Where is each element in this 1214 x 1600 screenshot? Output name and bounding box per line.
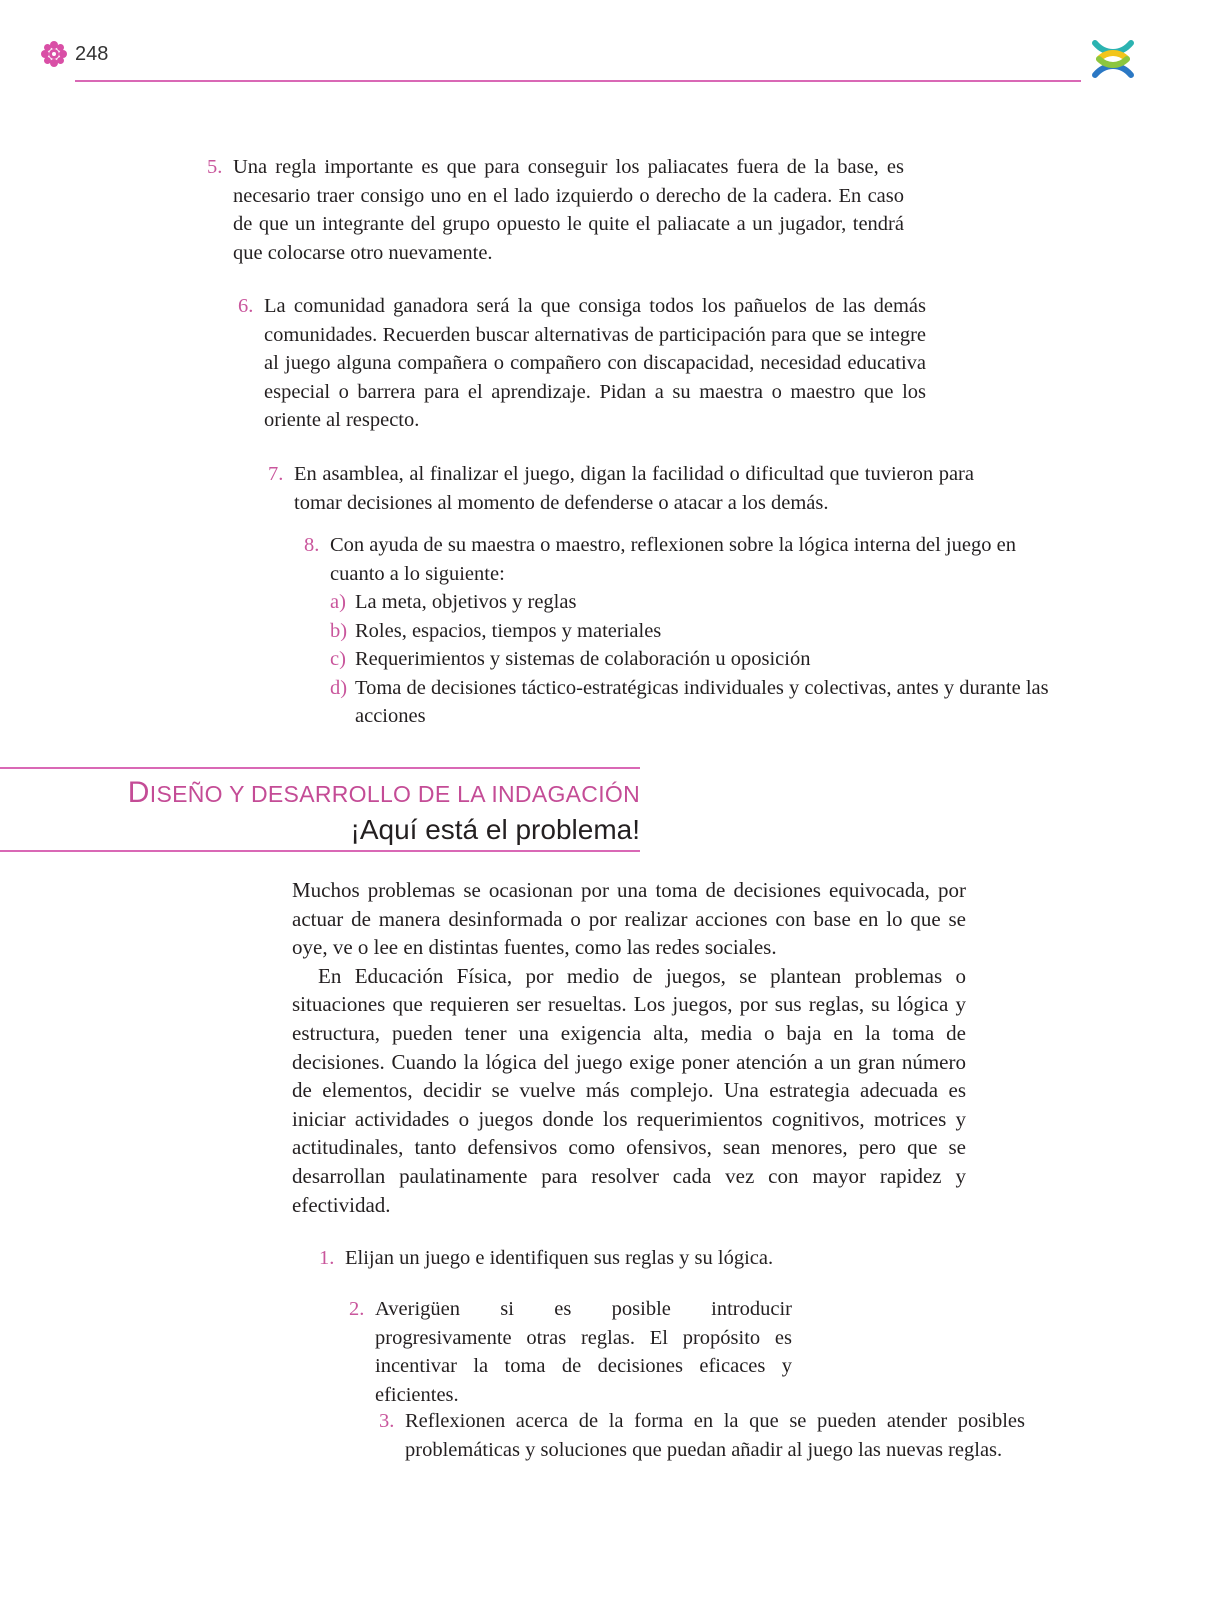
sub-item-text: La meta, objetivos y reglas <box>355 591 577 613</box>
page-number: 248 <box>75 43 109 65</box>
list-item-3 <box>379 1407 1025 1464</box>
section-subtitle: ¡Aquí está el problema! <box>350 814 640 845</box>
item-text: Una regla importante es que para conseguir los paliacates fuera de la base, es necesario traer consigo uno en el lado izquierdo o derecho de la cadera. En caso de que un integrante del grupo opuesto le quite el paliacate a un jugador, tendrá que colocarse otro nuevamente. <box>233 156 904 264</box>
sub-item-b <box>330 617 1070 646</box>
section-rule-top <box>0 767 640 769</box>
list-item-8 <box>304 531 1070 731</box>
item-text: Averigüen si es posible introducir progresivamente otras reglas. El propósito es incentivar la toma de decisiones eficaces y eficientes. <box>375 1298 792 1406</box>
item-text: Con ayuda de su maestra o maestro, reflexionen sobre la lógica interna del juego en cuanto a lo siguiente: <box>330 534 1016 585</box>
list-item-5 <box>207 153 904 267</box>
section-title-part-1: ISEÑO Y DESARROLLO DE LA <box>149 781 492 807</box>
section-title-part-2: INDAGACIÓN <box>491 781 640 807</box>
item-number: 2. <box>349 1298 365 1320</box>
sub-item-text: Toma de decisiones táctico-estratégicas individuales y colectivas, antes y durante las acciones <box>355 676 1049 727</box>
item-number: 7. <box>268 463 284 485</box>
list-item-7 <box>268 460 974 517</box>
item-number: 8. <box>304 534 320 556</box>
list-item-2 <box>349 1295 792 1409</box>
program-logo-icon <box>1087 33 1139 85</box>
sub-item-letter: b) <box>330 619 348 642</box>
item-number: 1. <box>319 1247 335 1269</box>
sub-item-c <box>330 645 1070 674</box>
body-text <box>292 876 966 1219</box>
section-title <box>0 775 640 812</box>
item-text: En asamblea, al finalizar el juego, digan la facilidad o dificultad que tuvieron para tomar decisiones al momento de defenderse o atacar a los demás. <box>294 463 974 514</box>
item-number: 6. <box>238 295 254 317</box>
paragraph: En Educación Física, por medio de juegos, se plantean problemas o situaciones que requieren ser resueltas. Los juegos, por sus reglas, su lógica y estructura, pueden tener una exigencia alta, media o baja en la toma de decisiones. Cuando la lógica del juego exige poner atención a un gran número de elementos, decidir se vuelve más complejo. Una estrategia adecuada es iniciar actividades o juegos donde los requerimientos cognitivos, motrices y actitudinales, tanto defensivos como ofensivos, sean menores, pero que se desarrollan paulatinamente para resolver cada vez con mayor rapidez y efectividad. <box>292 963 966 1217</box>
item-text: Reflexionen acerca de la forma en la que se pueden atender posibles problemáticas y soluciones que puedan añadir al juego las nuevas reglas. <box>405 1410 1025 1461</box>
item-number: 5. <box>207 156 223 178</box>
sub-item-letter: c) <box>330 648 346 670</box>
sub-item-a <box>330 588 1070 617</box>
sub-item-text: Roles, espacios, tiempos y materiales <box>355 619 662 642</box>
item-text: Elijan un juego e identifiquen sus reglas y su lógica. <box>345 1247 774 1269</box>
item-text: La comunidad ganadora será la que consiga todos los pañuelos de las demás comunidades. Recuerden buscar alternativas de participación para que se integre al juego alguna compañera o compañero con discapacidad, necesidad educativa especial o barrera para el aprendizaje. Pidan a su maestra o maestro que los oriente al respecto. <box>264 295 926 431</box>
item-number: 3. <box>379 1410 395 1432</box>
section-rule-bottom <box>0 850 640 852</box>
list-item-6 <box>238 292 926 435</box>
sub-item-letter: d) <box>330 676 348 699</box>
sub-item-d <box>330 674 1055 731</box>
section-title-initial: D <box>127 776 150 809</box>
sub-item-text: Requerimientos y sistemas de colaboración u oposición <box>355 648 811 670</box>
sub-item-letter: a) <box>330 591 346 613</box>
list-item-1 <box>319 1244 985 1273</box>
paragraph: Muchos problemas se ocasionan por una toma de decisiones equivocada, por actuar de manera desinformada o por realizar acciones con base en lo que se oye, ve o lee en distintas fuentes, como las redes sociales. <box>292 878 966 960</box>
header-rule <box>75 80 1081 82</box>
flower-ornament-icon <box>40 40 68 68</box>
